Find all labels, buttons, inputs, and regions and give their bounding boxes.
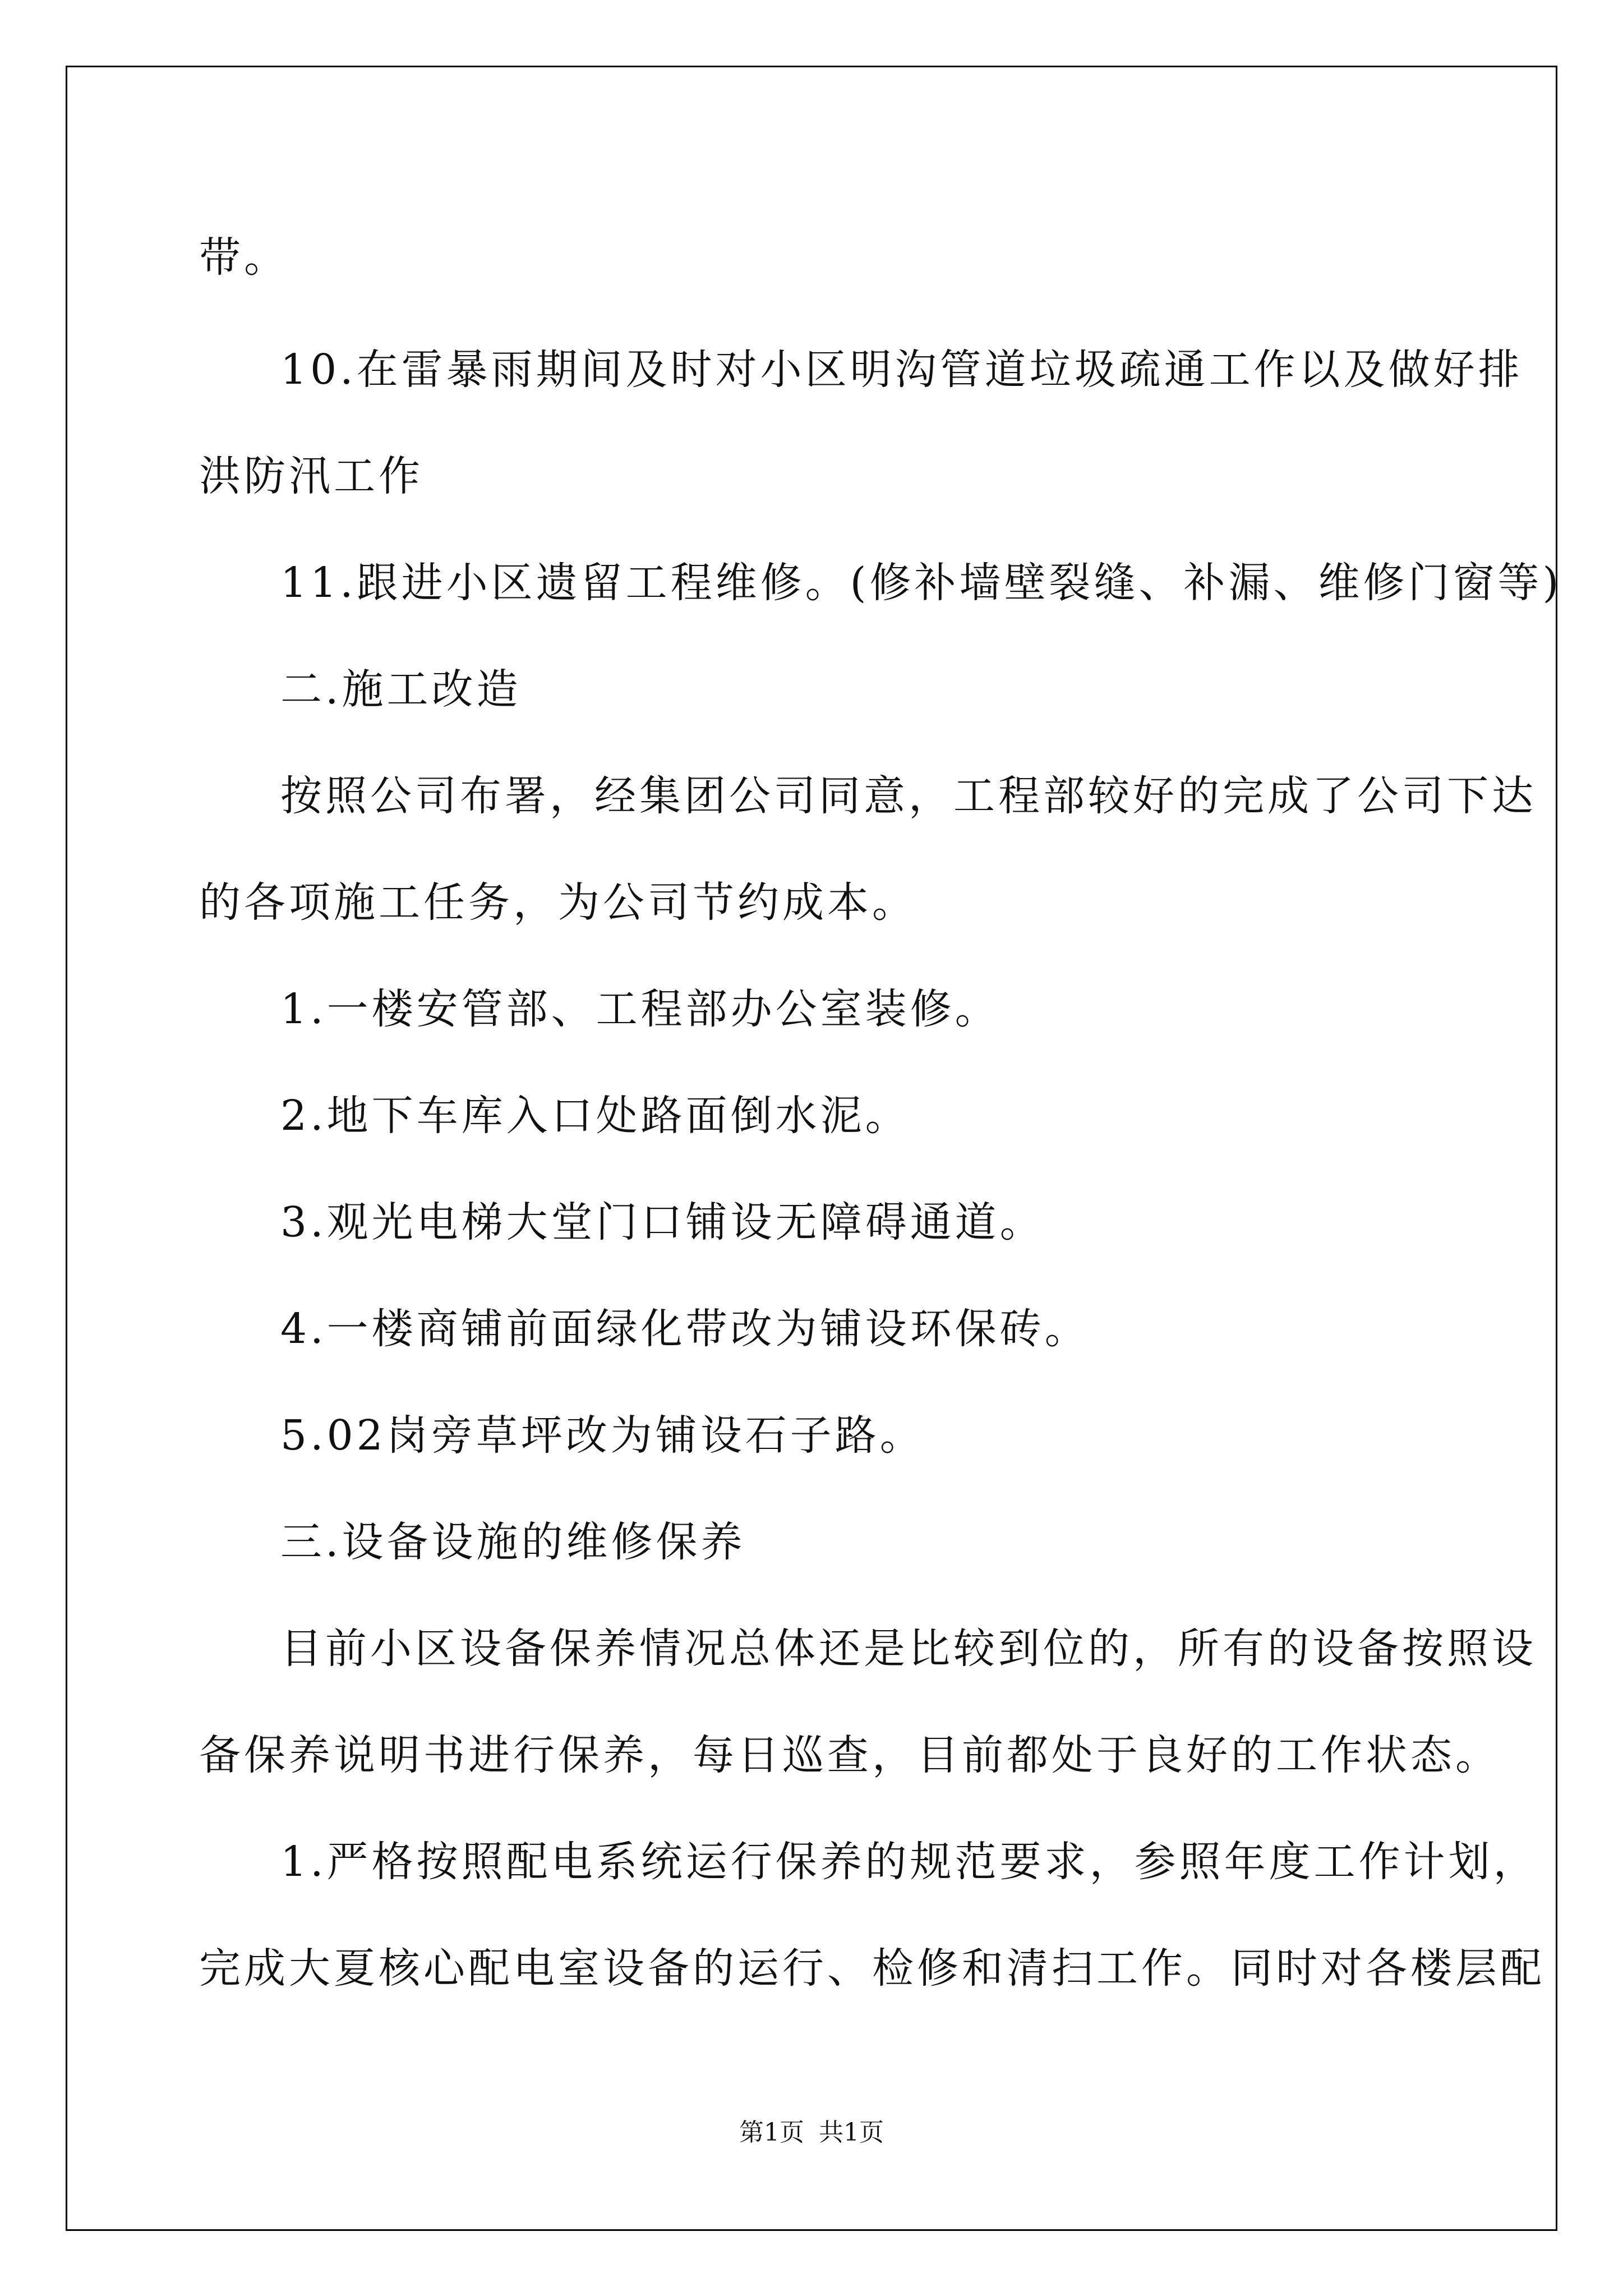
text-line: 11.跟进小区遗留工程维修。(修补墙壁裂缝、补漏、维修门窗等): [280, 559, 1562, 607]
text-line: 10.在雷暴雨期间及时对小区明沟管道垃圾疏通工作以及做好排: [280, 346, 1523, 394]
list-item: 1.一楼安管部、工程部办公室装修。: [280, 985, 1000, 1033]
page-number: 第1页: [739, 2118, 804, 2147]
text-line: 洪防汛工作: [199, 452, 423, 500]
list-item: 5.02岗旁草坪改为铺设石子路。: [280, 1411, 925, 1460]
page-total: 共1页: [819, 2118, 884, 2147]
list-item: 1.严格按照配电系统运行保养的规范要求，参照年度工作计划，: [280, 1838, 1538, 1886]
page-footer: [0, 2112, 1623, 2148]
section-heading: 三.设备设施的维修保养: [280, 1518, 746, 1566]
text-line: 按照公司布署，经集团公司同意，工程部较好的完成了公司下达: [280, 772, 1537, 820]
text-line: 的各项施工任务，为公司节约成本。: [199, 878, 917, 927]
list-item: 2.地下车库入口处路面倒水泥。: [280, 1092, 910, 1140]
list-item: 3.观光电梯大堂门口铺设无障碍通道。: [280, 1198, 1045, 1246]
text-line: 带。: [199, 233, 289, 282]
text-line: 备保养说明书进行保养，每日巡查，目前都处于良好的工作状态。: [199, 1731, 1500, 1779]
text-line: 完成大夏核心配电室设备的运行、检修和清扫工作。同时对各楼层配: [199, 1944, 1545, 1993]
list-item: 4.一楼商铺前面绿化带改为铺设环保砖。: [280, 1305, 1090, 1353]
text-line: 目前小区设备保养情况总体还是比较到位的，所有的设备按照设: [280, 1625, 1537, 1673]
section-heading: 二.施工改造: [280, 665, 522, 714]
